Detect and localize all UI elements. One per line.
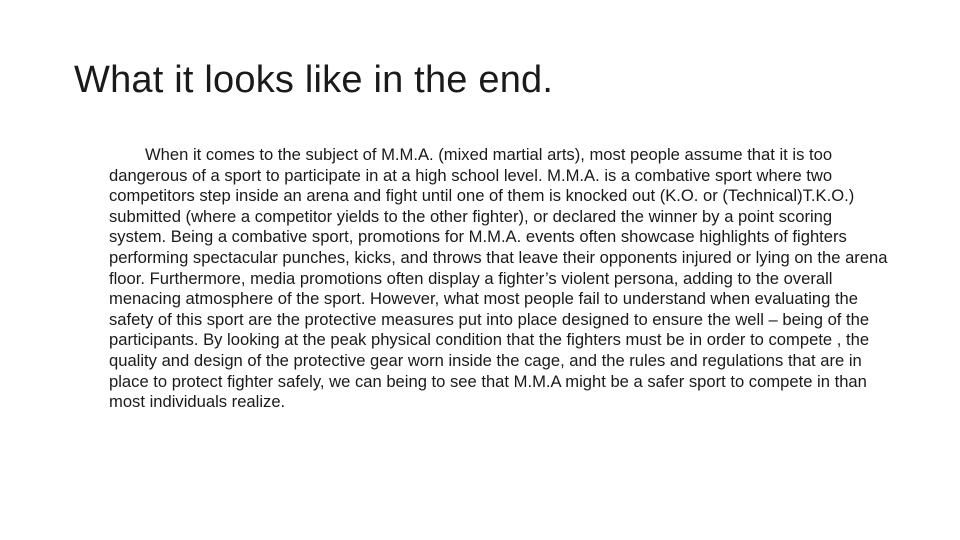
slide-title: What it looks like in the end. (74, 59, 554, 101)
slide-body-paragraph: When it comes to the subject of M.M.A. (mixed martial arts), most people assume that it is too dangerous of a sport to participate in at a high school level. M.M.A. is a combative sport where two competitors step inside an arena and fight until one of them is knocked out (K.O. or (Technical)T.K.O.) submitted (where a competitor yields to the other fighter), or declared the winner by a point scoring system. Being a combative sport, promotions for M.M.A. events often showcase highlights of fighters performing spectacular punches, kicks, and throws that leave their opponents injured or lying on the arena floor. Furthermore, media promotions often display a fighter’s violent persona, adding to the overall menacing atmosphere of the sport. However, what most people fail to understand when evaluating the safety of this sport are the protective measures put into place designed to ensure the well – being of the participants. By looking at the peak physical condition that the fighters must be in order to compete , the quality and design of the protective gear worn inside the cage, and the rules and regulations that are in place to protect fighter safely, we can being to see that M.M.A might be a safer sport to compete in than most individuals realize. (109, 145, 888, 412)
